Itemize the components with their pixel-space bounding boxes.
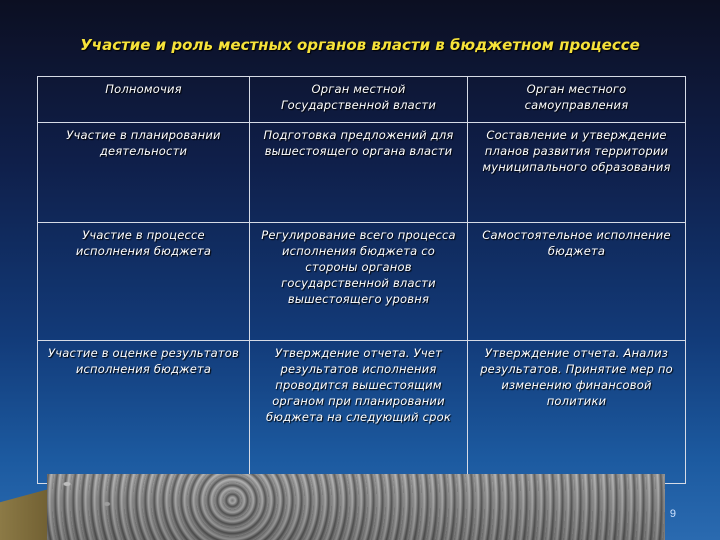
table-row bbox=[38, 341, 686, 484]
header-cell-state-authority: Орган местной Государственной власти bbox=[250, 77, 468, 123]
table-header-row bbox=[38, 77, 686, 123]
header-cell-local-government: Орган местного самоуправления bbox=[468, 77, 686, 123]
header-cell-powers: Полномочия bbox=[38, 77, 250, 123]
table-cell: Подготовка предложений для вышестоящего органа власти bbox=[250, 123, 468, 223]
table-cell: Самостоятельное исполнение бюджета bbox=[468, 223, 686, 341]
table-cell: Составление и утверждение планов развития территории муниципального образования bbox=[468, 123, 686, 223]
table-row bbox=[38, 123, 686, 223]
table-cell: Участие в оценке результатов исполнения бюджета bbox=[38, 341, 250, 484]
table-cell: Регулирование всего процесса исполнения бюджета со стороны органов государственной власти вышестоящего уровня bbox=[250, 223, 468, 341]
table-cell: Утверждение отчета. Учет результатов исполнения проводится вышестоящим органом при планировании бюджета на следующий срок bbox=[250, 341, 468, 484]
table-row bbox=[38, 223, 686, 341]
page-number: 9 bbox=[669, 508, 676, 520]
table-cell: Утверждение отчета. Анализ результатов. Принятие мер по изменению финансовой политики bbox=[468, 341, 686, 484]
slide-title: Участие и роль местных органов власти в бюджетном процессе bbox=[80, 36, 640, 54]
coins-image-shade bbox=[47, 474, 665, 540]
authority-table bbox=[37, 76, 686, 484]
table-cell: Участие в процессе исполнения бюджета bbox=[38, 223, 250, 341]
table-cell: Участие в планировании деятельности bbox=[38, 123, 250, 223]
